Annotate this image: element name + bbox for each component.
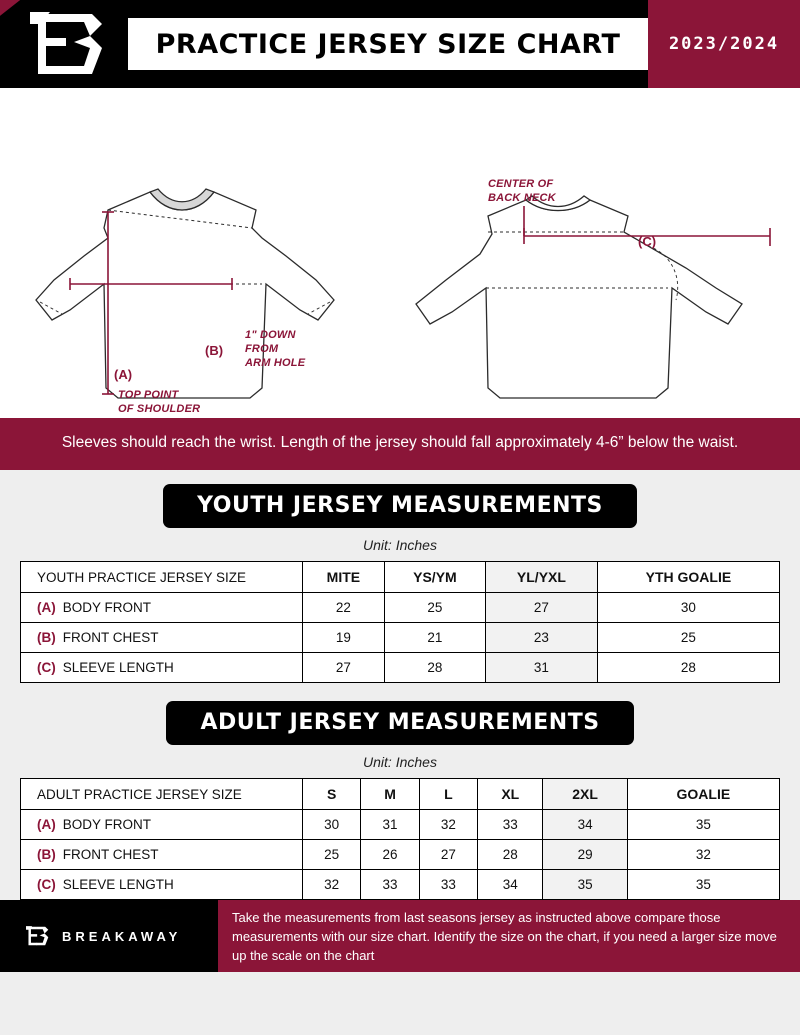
- adult-r0-c4: 33: [478, 810, 543, 840]
- adult-r0-c5: 34: [543, 810, 627, 840]
- youth-row-0-label: [21, 593, 303, 623]
- adult-r0-c6: 35: [627, 810, 779, 840]
- adult-col-6: GOALIE: [627, 779, 779, 810]
- adult-section: [0, 683, 800, 900]
- youth-col-0: YOUTH PRACTICE JERSEY SIZE: [21, 562, 303, 593]
- adult-col-5: 2XL: [543, 779, 627, 810]
- adult-row-2-tag: (C): [37, 877, 56, 893]
- season-text: 2023/2024: [668, 34, 780, 54]
- adult-r2-c4: 34: [478, 870, 543, 900]
- youth-table-header-row: [21, 562, 780, 593]
- tag-b: (B): [205, 343, 224, 358]
- youth-size-table: [20, 561, 780, 683]
- youth-col-3: YL/YXL: [486, 562, 598, 593]
- adult-col-1: S: [303, 779, 361, 810]
- adult-row-0-name: BODY FRONT: [62, 817, 152, 833]
- youth-r2-c2: 28: [384, 653, 485, 683]
- adult-r2-c3: 33: [419, 870, 477, 900]
- footer-brand: [0, 900, 218, 972]
- logo-box: [0, 0, 144, 88]
- adult-col-4: XL: [478, 779, 543, 810]
- adult-r1-c1: 25: [303, 840, 361, 870]
- adult-r0-c3: 32: [419, 810, 477, 840]
- sleeve-note-band: Sleeves should reach the wrist. Length of the jersey should fall approximately 4-6” below the waist.: [0, 418, 800, 470]
- adult-r2-c5: 35: [543, 870, 627, 900]
- adult-row-0-label: [21, 810, 303, 840]
- tag-a: (A): [114, 367, 133, 382]
- youth-r1-c3: 23: [486, 623, 598, 653]
- footer-brand-text: BREAKAWAY: [62, 928, 182, 944]
- header: [0, 0, 800, 88]
- page-title: [128, 18, 648, 70]
- adult-unit-label: Unit: Inches: [363, 754, 437, 771]
- adult-row-1-label: [21, 840, 303, 870]
- tag-c: (C): [638, 234, 657, 249]
- adult-table-header-row: [21, 779, 780, 810]
- adult-r1-c5: 29: [543, 840, 627, 870]
- page-title-text: PRACTICE JERSEY SIZE CHART: [155, 28, 621, 60]
- youth-r0-c1: 22: [303, 593, 385, 623]
- adult-r2-c2: 33: [361, 870, 419, 900]
- adult-col-2: M: [361, 779, 419, 810]
- youth-r0-c4: 30: [597, 593, 779, 623]
- adult-r1-c3: 27: [419, 840, 477, 870]
- label-down-from-arm-hole: 1" DOWN FROM ARM HOLE: [245, 329, 306, 369]
- adult-r0-c1: 30: [303, 810, 361, 840]
- youth-row-1-label: [21, 623, 303, 653]
- youth-r2-c1: 27: [303, 653, 385, 683]
- adult-section-title: ADULT JERSEY MEASUREMENTS: [166, 701, 633, 745]
- adult-col-0: ADULT PRACTICE JERSEY SIZE: [21, 779, 303, 810]
- adult-r0-c2: 31: [361, 810, 419, 840]
- table-row: [21, 593, 780, 623]
- adult-r2-c6: 35: [627, 870, 779, 900]
- table-row: [21, 870, 780, 900]
- adult-row-1-name: FRONT CHEST: [62, 847, 159, 863]
- youth-row-1-tag: (B): [37, 630, 56, 646]
- adult-r2-c1: 32: [303, 870, 361, 900]
- adult-row-2-name: SLEEVE LENGTH: [62, 877, 174, 893]
- youth-r1-c4: 25: [597, 623, 779, 653]
- youth-section: [0, 470, 800, 683]
- adult-r1-c4: 28: [478, 840, 543, 870]
- footer: [0, 900, 800, 972]
- breakaway-b-logo-icon: [26, 919, 52, 953]
- breakaway-b-logo-icon: [30, 10, 114, 78]
- jersey-diagram: [0, 88, 800, 418]
- adult-r1-c2: 26: [361, 840, 419, 870]
- season-badge: [648, 0, 800, 88]
- youth-unit-label: Unit: Inches: [363, 537, 437, 554]
- youth-r0-c3: 27: [486, 593, 598, 623]
- youth-row-0-tag: (A): [37, 600, 56, 616]
- youth-r2-c4: 28: [597, 653, 779, 683]
- youth-col-1: MITE: [303, 562, 385, 593]
- youth-r0-c2: 25: [384, 593, 485, 623]
- youth-col-4: YTH GOALIE: [597, 562, 779, 593]
- adult-col-3: L: [419, 779, 477, 810]
- table-row: [21, 840, 780, 870]
- youth-row-2-name: SLEEVE LENGTH: [62, 660, 174, 676]
- youth-row-2-tag: (C): [37, 660, 56, 676]
- youth-section-title: YOUTH JERSEY MEASUREMENTS: [163, 484, 637, 528]
- youth-r1-c1: 19: [303, 623, 385, 653]
- table-row: [21, 623, 780, 653]
- youth-r2-c3: 31: [486, 653, 598, 683]
- table-row: [21, 810, 780, 840]
- adult-row-0-tag: (A): [37, 817, 56, 833]
- label-center-back-neck: CENTER OF BACK NECK: [488, 178, 556, 204]
- youth-col-2: YS/YM: [384, 562, 485, 593]
- jersey-back-illustration: [416, 196, 742, 398]
- footer-instructions: Take the measurements from last seasons jersey as instructed above compare those measurements with our size chart. Identify the size on the chart, if you need a larger size move up the scale on the chart: [218, 900, 800, 972]
- youth-row-2-label: [21, 653, 303, 683]
- youth-r1-c2: 21: [384, 623, 485, 653]
- adult-row-2-label: [21, 870, 303, 900]
- youth-row-1-name: FRONT CHEST: [62, 630, 159, 646]
- adult-r1-c6: 32: [627, 840, 779, 870]
- adult-size-table: [20, 778, 780, 900]
- label-top-point-of-shoulder: TOP POINT OF SHOULDER: [118, 389, 201, 415]
- youth-row-0-name: BODY FRONT: [62, 600, 152, 616]
- adult-row-1-tag: (B): [37, 847, 56, 863]
- table-row: [21, 653, 780, 683]
